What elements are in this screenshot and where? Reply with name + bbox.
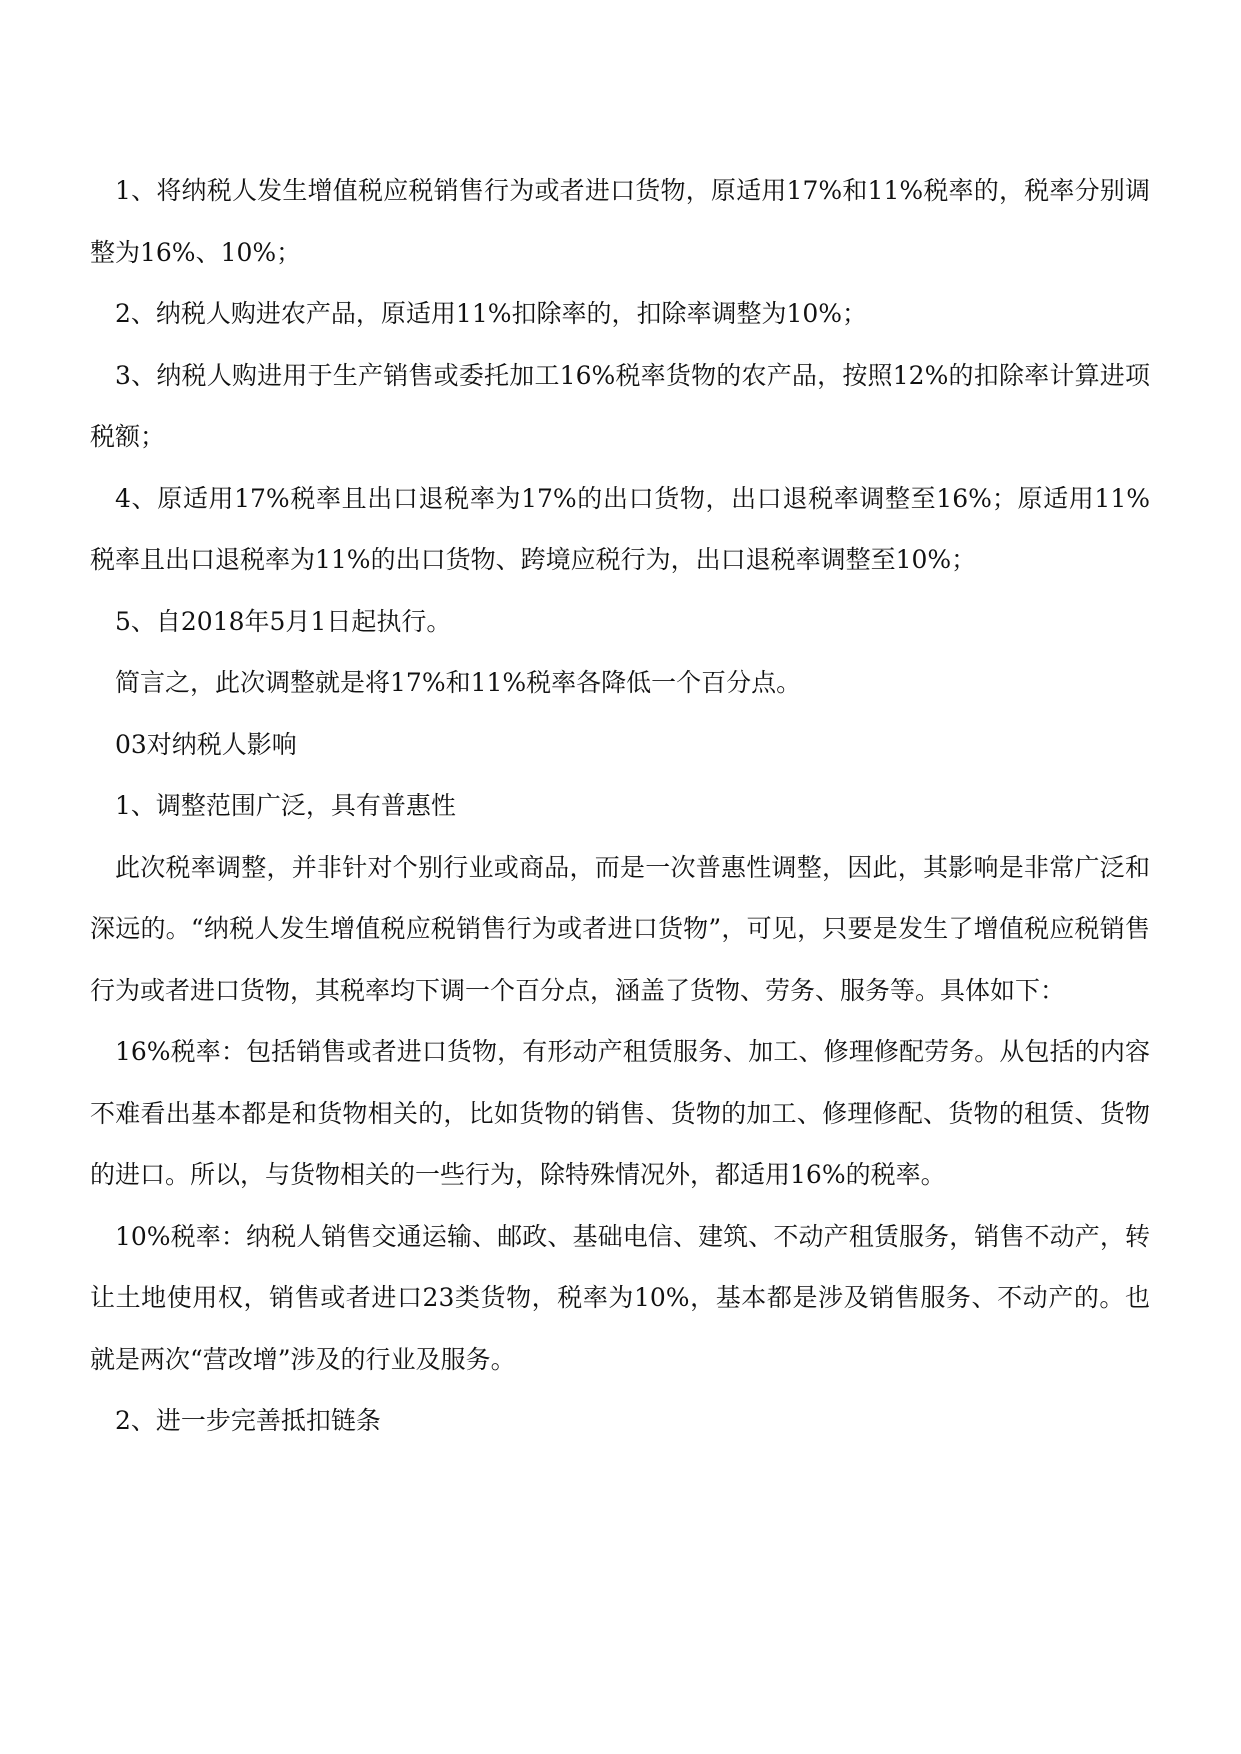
paragraph-effective-date: 5、自2018年5月1日起执行。 [115, 606, 452, 636]
document-body [90, 160, 1150, 1452]
paragraph-rate-10: 10%税率：纳税人销售交通运输、邮政、基础电信、建筑、不动产租赁服务，销售不动产，转让土地使用权，销售或者进口23类货物，税率为10%，基本都是涉及销售服务、不动产的。也就是两次“营改增”涉及的行业及服务。 [90, 1221, 1150, 1374]
paragraph-summary: 简言之，此次调整就是将17%和11%税率各降低一个百分点。 [115, 668, 802, 697]
paragraph-broad-impact: 此次税率调整，并非针对个别行业或商品，而是一次普惠性调整，因此，其影响是非常广泛和深远的。“纳税人发生增值税应税销售行为或者进口货物”，可见，只要是发生了增值税应税销售行为或者进口货物，其税率均下调一个百分点，涵盖了货物、劳务、服务等。具体如下： [90, 852, 1150, 1005]
subheading-broad-scope: 1、调整范围广泛，具有普惠性 [115, 791, 456, 820]
paragraph-rate-16: 16%税率：包括销售或者进口货物，有形动产租赁服务、加工、修理修配劳务。从包括的内容不难看出基本都是和货物相关的，比如货物的销售、货物的加工、修理修配、货物的租赁、货物的进口。所以，与货物相关的一些行为，除特殊情况外，都适用16%的税率。 [90, 1037, 1150, 1189]
section-heading-impact: 03对纳税人影响 [115, 729, 297, 759]
paragraph-processing-deduction: 3、纳税人购进用于生产销售或委托加工16%税率货物的农产品，按照12%的扣除率计算进项税额； [90, 360, 1150, 451]
paragraph-agricultural-deduction: 2、纳税人购进农产品，原适用11%扣除率的，扣除率调整为10%； [115, 299, 868, 328]
paragraph-rate-adjustment: 1、将纳税人发生增值税应税销售行为或者进口货物，原适用17%和11%税率的，税率分别调整为16%、10%； [90, 176, 1150, 267]
paragraph-export-refund: 4、原适用17%税率且出口退税率为17%的出口货物，出口退税率调整至16%；原适用11%税率且出口退税率为11%的出口货物、跨境应税行为，出口退税率调整至10%； [90, 483, 1150, 574]
subheading-deduction-chain: 2、进一步完善抵扣链条 [115, 1406, 381, 1435]
